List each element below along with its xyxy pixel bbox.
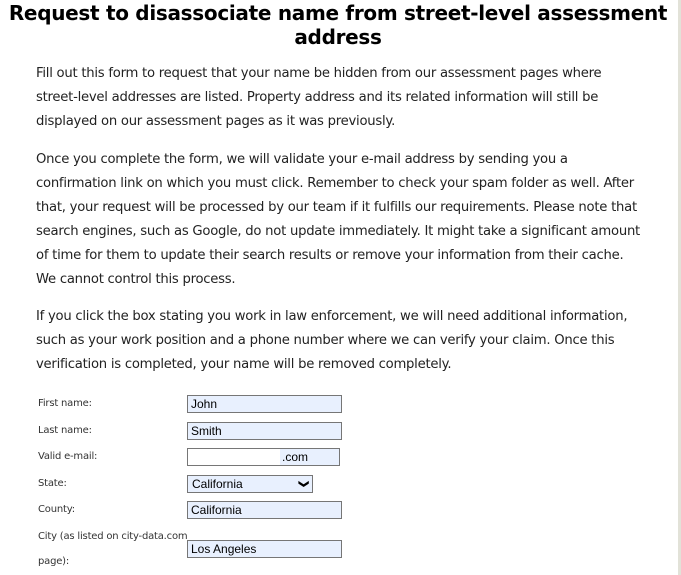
email-label: Valid e-mail: xyxy=(38,451,98,462)
last-name-label: Last name: xyxy=(38,425,92,436)
intro-paragraph: Fill out this form to request that your name be hidden from our assessment pages where street-level addresses are listed. Property address and its related information will still be displayed on our assessment pages as it was previously. xyxy=(36,66,602,129)
last-name-input[interactable] xyxy=(187,422,342,440)
state-label: State: xyxy=(38,478,67,489)
city-input[interactable] xyxy=(187,540,342,558)
state-select[interactable] xyxy=(187,475,313,493)
first-name-input[interactable] xyxy=(187,395,342,413)
law-enforcement-paragraph: If you click the box stating you work in law enforcement, we will need additional information, such as your work position and a phone number where we can verify your claim. Once this verification is completed, your name will be removed completely. xyxy=(36,309,628,372)
first-name-label: First name: xyxy=(38,398,92,409)
email-input-value: .com xyxy=(282,450,309,464)
chevron-down-icon: ❯ xyxy=(297,479,309,489)
county-label: County: xyxy=(38,504,75,515)
email-input-blank-area xyxy=(188,449,280,465)
email-input[interactable] xyxy=(187,448,340,466)
state-select-value: California xyxy=(192,477,243,491)
city-label-line1: City (as listed on city-data.com xyxy=(38,531,188,542)
page-title: Request to disassociate name from street-level assessment address xyxy=(8,1,668,49)
county-input[interactable] xyxy=(187,501,342,519)
city-label-line2: page): xyxy=(38,556,70,567)
validation-paragraph: Once you complete the form, we will validate your e-mail address by sending you a confirmation link on which you must click. Remember to check your spam folder as well. After that, your request will be processed by our team if it fulfills our requirements. Please note that search engines, such as Google, do not update immediately. It might take a significant amount of time for them to update their search results or remove your information from their cache. We cannot control this process. xyxy=(36,152,640,287)
